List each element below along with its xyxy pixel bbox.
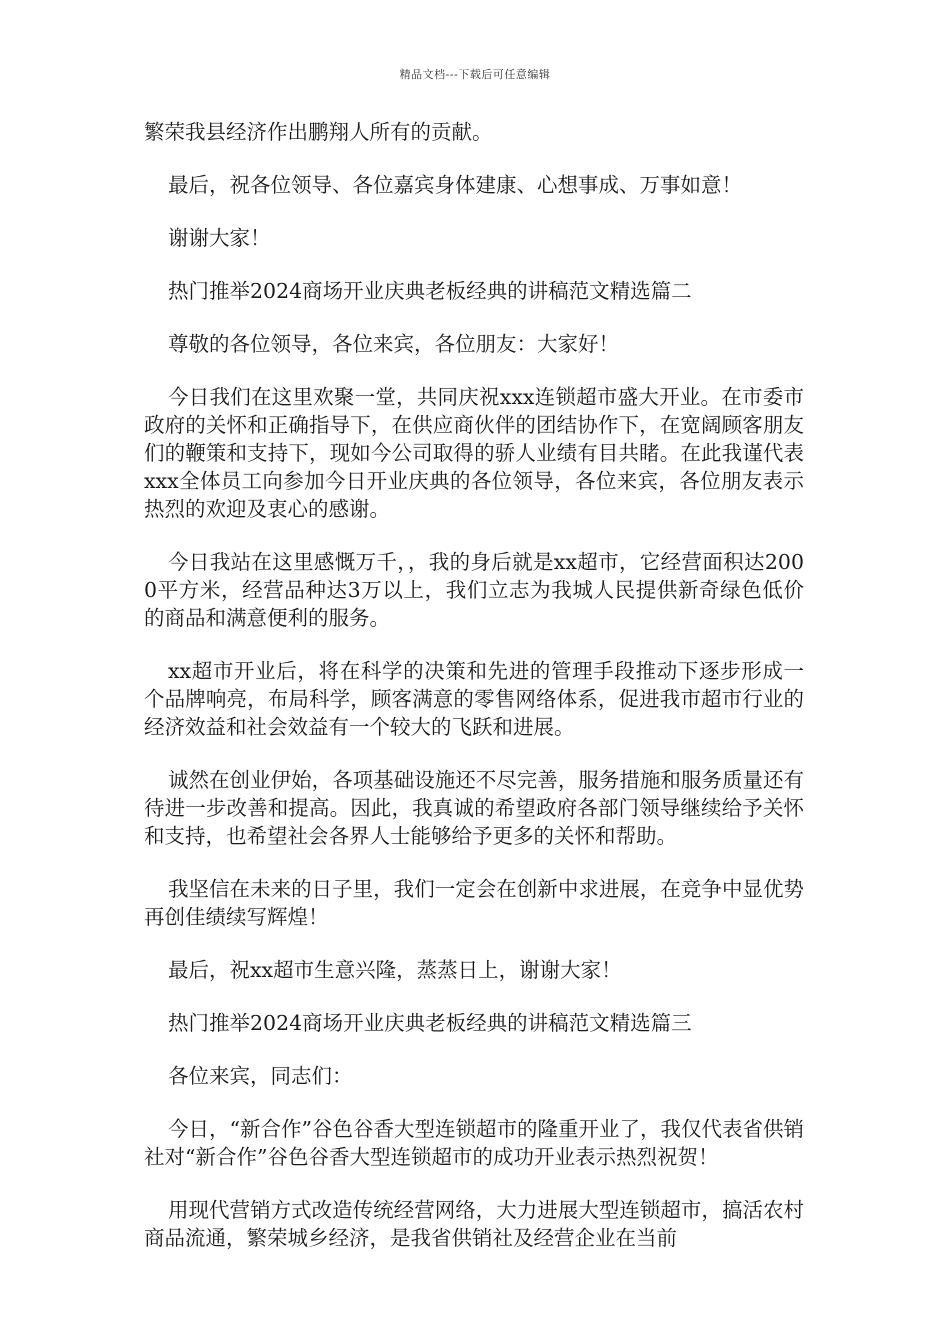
- paragraph-confidence: 我坚信在未来的日子里，我们一定会在创新中求进展，在竞争中显优势再创佳绩续写辉煌！: [144, 877, 804, 929]
- paragraph-closing-wishes: 最后，祝各位领导、各位嘉宾身体建康、心想事成、万事如意！: [168, 173, 742, 197]
- section-heading-part-two: 热门推举2024商场开业庆典老板经典的讲稿范文精选篇二: [168, 279, 692, 303]
- paragraph-salutation: 各位来宾，同志们：: [168, 1064, 353, 1088]
- paragraph-continuation: 繁荣我县经济作出鹏翔人所有的贡献。: [144, 120, 493, 144]
- paragraph-request-support: 诚然在创业伊始，各项基础设施还不尽完善，服务措施和服务质量还有待进一步改善和提高。因此，我真诚的希望政府各部门领导继续给予关怀和支持，也希望社会各界人士能够给予更多的关怀和帮助。: [144, 768, 804, 848]
- paragraph-future-plan: xx超市开业后，将在科学的决策和先进的管理手段推动下逐步形成一个品牌响亮，布局科学，顾客满意的零售网络体系，促进我市超市行业的经济效益和社会效益有一个较大的飞跃和进展。: [144, 659, 804, 739]
- page-header: 精品文档---下载后可任意编辑: [399, 68, 551, 81]
- paragraph-store-overview: 今日我站在这里感慨万千，，我的身后就是xx超市，它经营面积达2000平方米，经营品种达3万以上，我们立志为我城人民提供新奇绿色低价的商品和满意便利的服务。: [144, 550, 804, 630]
- paragraph-modern-marketing: 用现代营销方式改造传统经营网络，大力进展大型连锁超市，搞活农村商品流通，繁荣城乡经济，是我省供销社及经营企业在当前: [144, 1198, 804, 1250]
- paragraph-opening-celebration: 今日我们在这里欢聚一堂，共同庆祝xxx连锁超市盛大开业。在市委市政府的关怀和正确指导下，在供应商伙伴的团结协作下，在宽阔顾客朋友们的鞭策和支持下，现如今公司取得的骄人业绩有目共睹。在此我谨代表xxx全体员工向参加今日开业庆典的各位领导，各位来宾，各位朋友表示热烈的欢迎及衷心的感谢。: [144, 385, 804, 521]
- paragraph-greeting: 尊敬的各位领导，各位来宾，各位朋友：大家好！: [168, 332, 619, 356]
- section-heading-part-three: 热门推举2024商场开业庆典老板经典的讲稿范文精选篇三: [168, 1011, 692, 1035]
- document-body: [144, 118, 804, 1277]
- paragraph-final-wishes: 最后，祝xx超市生意兴隆，蒸蒸日上，谢谢大家！: [168, 958, 622, 982]
- paragraph-thanks: 谢谢大家！: [168, 226, 271, 250]
- paragraph-congratulation: 今日，“新合作”谷色谷香大型连锁超市的隆重开业了，我仅代表省供销社对“新合作”谷色谷香大型连锁超市的成功开业表示热烈祝贺！: [144, 1117, 804, 1169]
